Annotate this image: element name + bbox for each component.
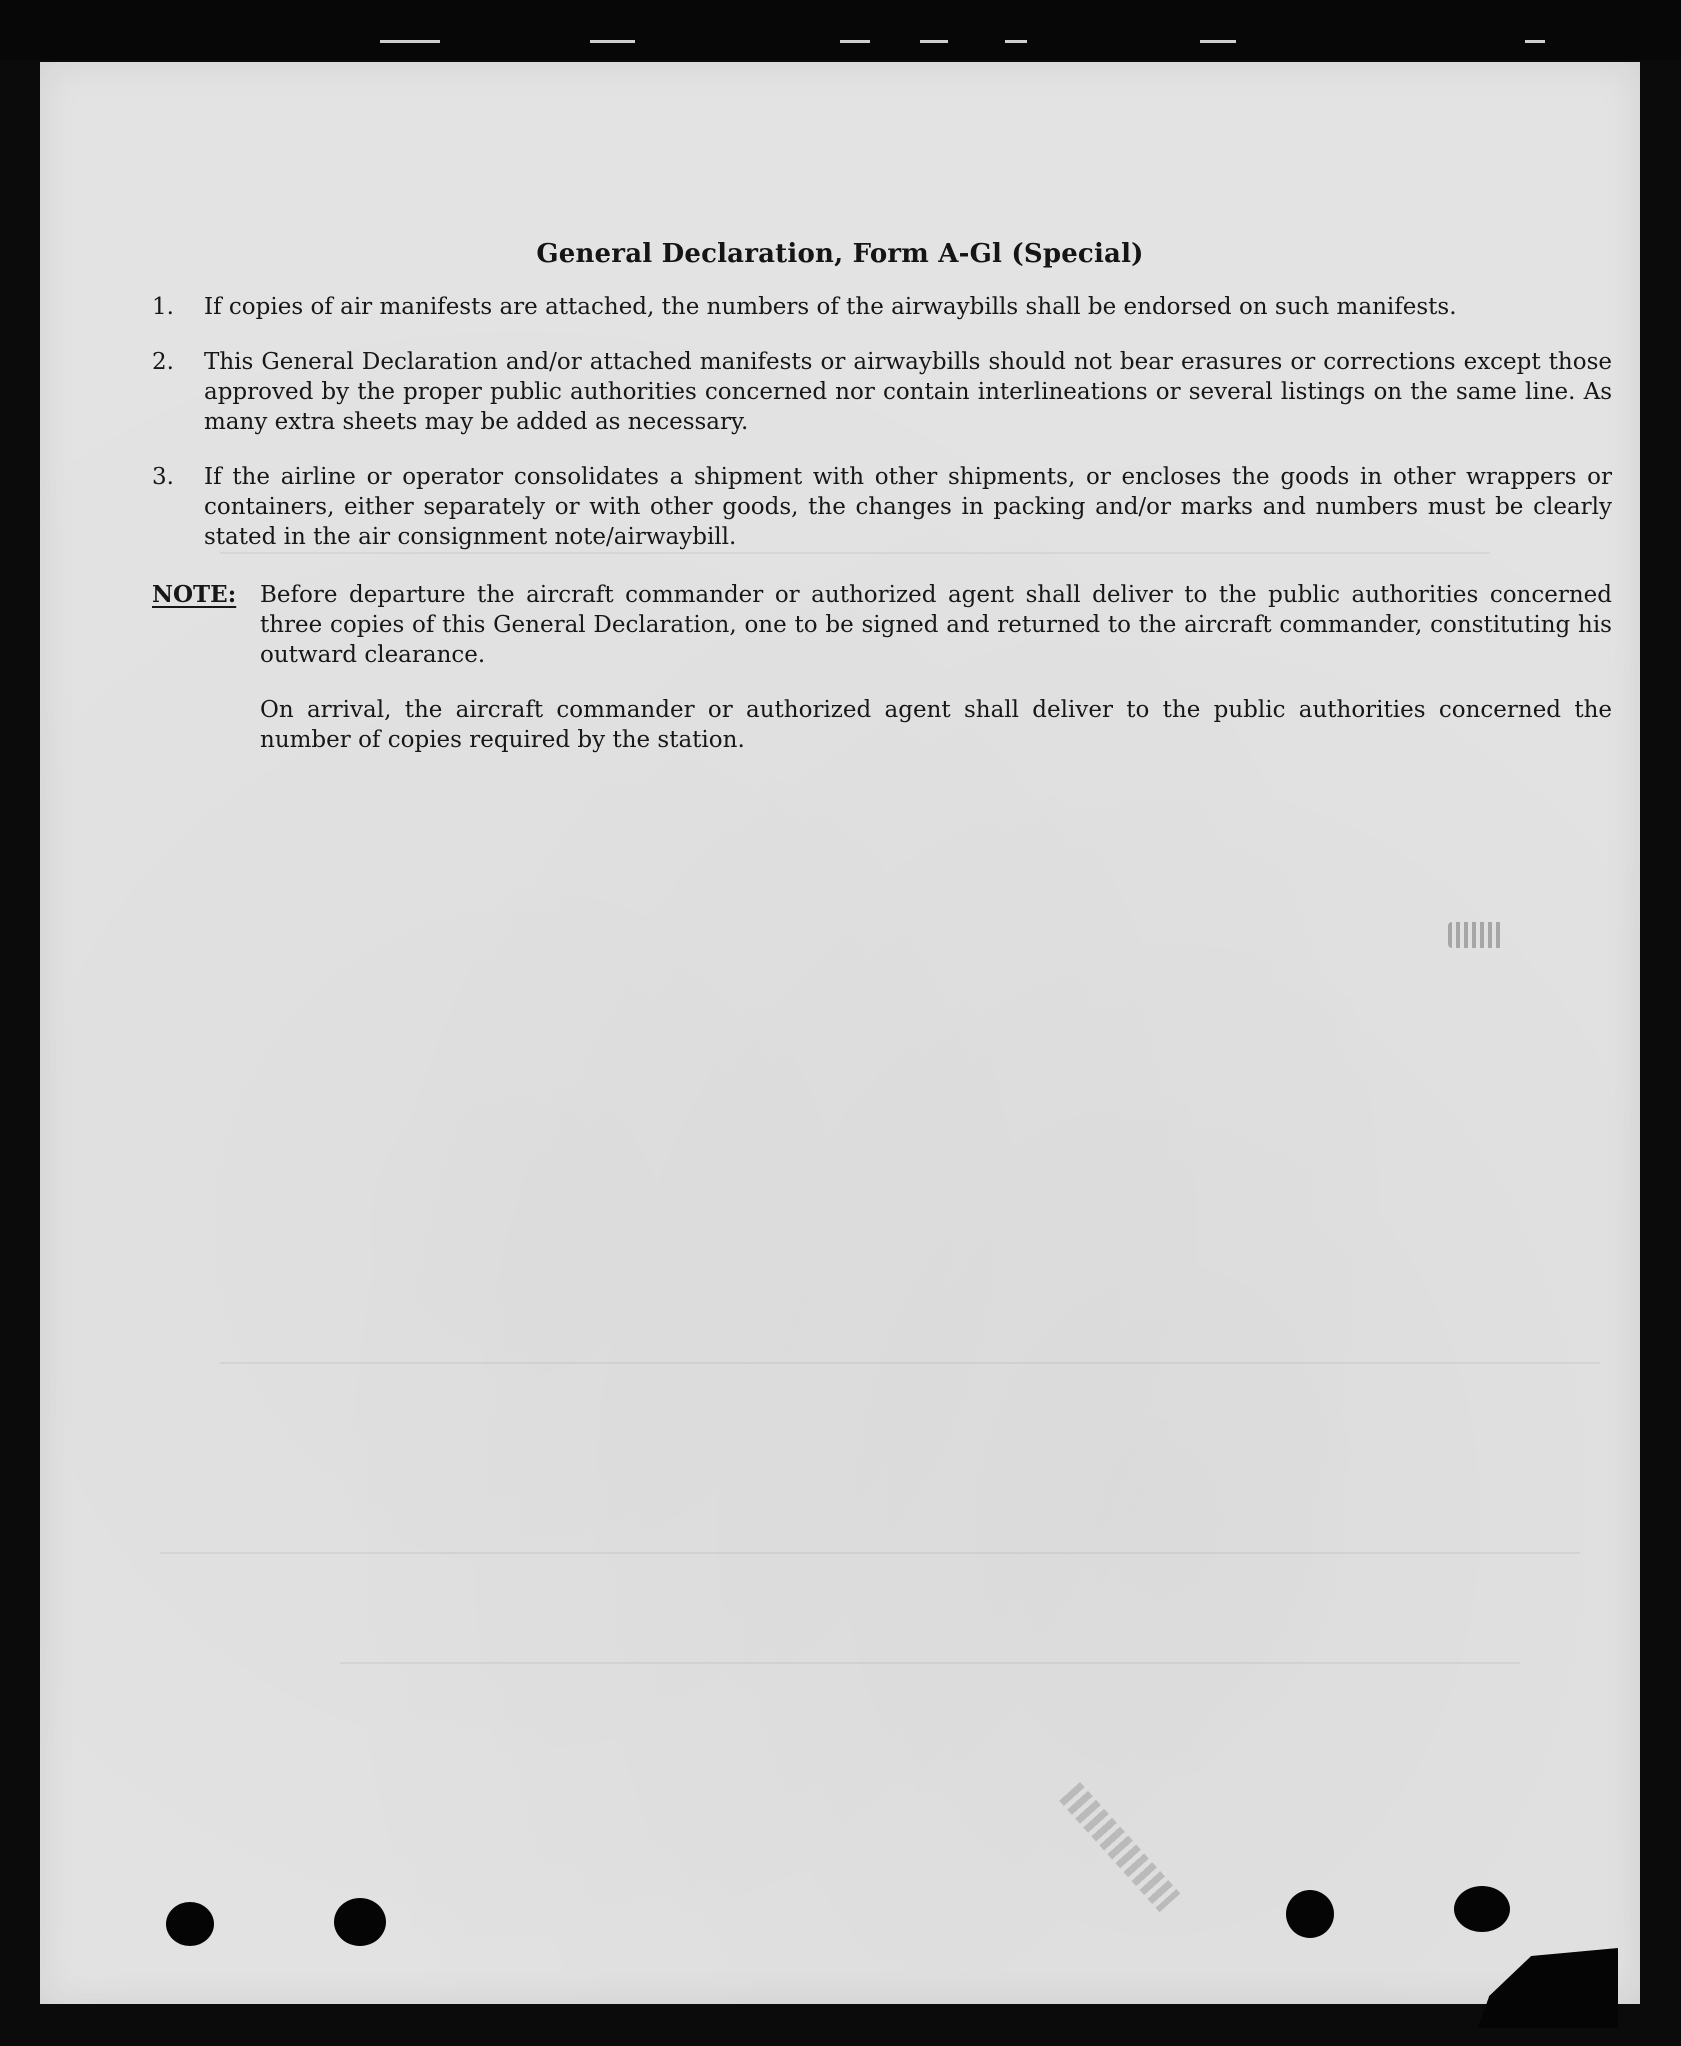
item-text: If copies of air manifests are attached, the numbers of the airwaybills shall be endorsed on such manifests.	[204, 294, 1457, 320]
scan-artifact	[1525, 40, 1545, 43]
faint-stamp-mark	[1448, 922, 1504, 948]
scan-artifact	[920, 40, 948, 43]
item-number: 2.	[152, 349, 174, 375]
punch-hole	[1454, 1886, 1510, 1932]
note-paragraph: On arrival, the aircraft commander or authorized agent shall deliver to the public authorities concerned the number of copies required by the station.	[260, 697, 1612, 753]
item-text: This General Declaration and/or attached manifests or airwaybills should not bear erasures or corrections except those approved by the proper public authorities concerned nor contain interlineations or several listings on the same line. As many extra sheets may be added as necessary.	[204, 349, 1612, 435]
punch-hole	[334, 1898, 386, 1946]
item-number: 1.	[152, 294, 174, 320]
scan-top-border	[0, 0, 1681, 60]
list-item	[152, 292, 1612, 322]
bleed-through-line	[160, 1552, 1580, 1554]
bleed-through-line	[220, 1362, 1600, 1364]
bleed-through-line	[340, 1662, 1520, 1664]
item-number: 3.	[152, 464, 174, 490]
punch-hole	[1286, 1890, 1334, 1938]
list-item	[152, 462, 1612, 552]
document-page	[40, 62, 1640, 2004]
scan-artifact	[840, 40, 870, 43]
note-paragraph: Before departure the aircraft commander or authorized agent shall deliver to the public authorities concerned three copies of this General Declaration, one to be signed and returned to the aircraft commander, constituting his outward clearance.	[260, 582, 1612, 668]
instructions-list	[152, 292, 1612, 780]
list-item	[152, 347, 1612, 437]
page-title: General Declaration, Form A-Gl (Special)	[536, 239, 1144, 270]
note-label: NOTE:	[152, 581, 237, 608]
item-text: If the airline or operator consolidates a shipment with other shipments, or encloses the goods in other wrappers or containers, either separately or with other goods, the changes in packing and/or marks and numbers must be clearly stated in the air consignment note/airwaybill.	[204, 464, 1612, 550]
note-section	[152, 580, 1612, 755]
scan-artifact	[380, 40, 440, 43]
diagonal-stamp-mark	[1059, 1782, 1180, 1912]
scan-artifact	[590, 40, 635, 43]
punch-hole	[166, 1902, 214, 1946]
scan-artifact	[1200, 40, 1236, 43]
scan-artifact	[1005, 40, 1027, 43]
